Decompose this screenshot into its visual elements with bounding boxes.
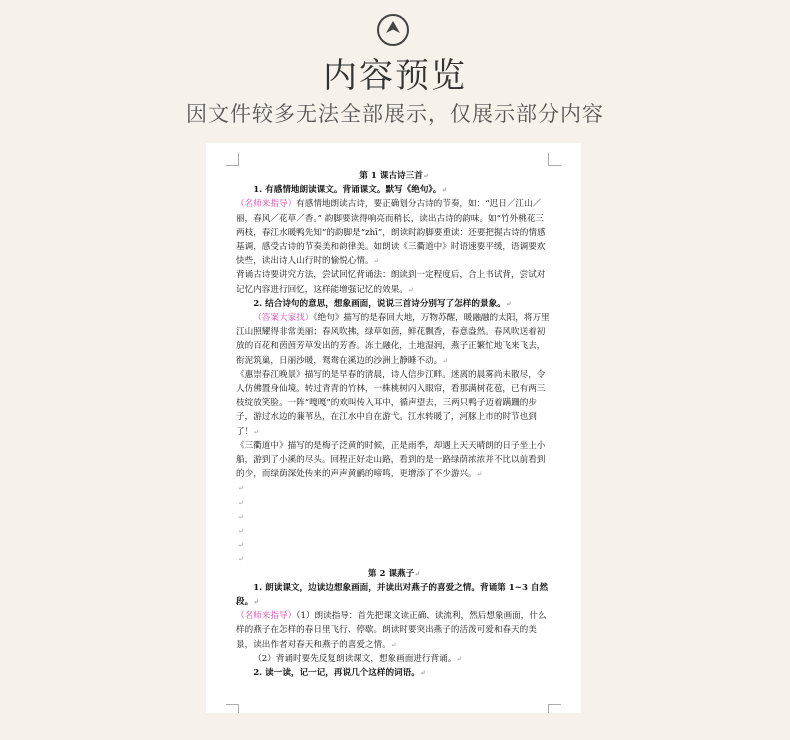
page-corner-mark <box>226 704 239 713</box>
page-corner-mark <box>548 153 561 166</box>
paragraph: 《三衢道中》描写的是梅子泛黄的时候，正是雨季，却遇上天天晴朗的日子坐上小船，游到了小溪的尽头。回程正好走山路，看到的是一路绿荫浓浓并不比以前看到的少，而绿荫深处传来的声声黄鹂的啼鸣，更增添了不少游兴。↵ <box>236 440 546 480</box>
lesson-title: 第 2 课燕子↵ <box>367 568 421 579</box>
empty-line: ↵ <box>238 527 244 536</box>
page-title: 内容预览 <box>323 56 467 96</box>
paragraph: （名师来指导）有感情地朗读古诗，要正确划分古诗的节奏，如：“迟日／江山／丽，春风／花草／香。” 韵脚要读得响亮而稍长，读出古诗的韵味。如“竹外桃花三两枝，春江水暖鸭先知”的韵脚是“zhī”，朗读时韵脚要重读：还要把握古诗的情感基调，感受古诗的节奏美和韵律美。如朗读《三衢道中》时语速要平缓，语调要欢快些，读出诗人山行时的愉悦心情。↵ <box>236 199 546 267</box>
document-content <box>236 169 552 680</box>
paragraph: （2）背诵时要先反复朗读课文，想象画面进行背诵。↵ <box>253 653 463 664</box>
empty-line: ↵ <box>238 498 244 507</box>
lesson-title: 第 1 课古诗三首↵ <box>359 171 429 181</box>
paragraph: 背诵古诗要讲究方法，尝试回忆背诵法：朗读到一定程度后，合上书试背，尝试对记忆内容进行回忆，这样能增强记忆的效果。↵ <box>236 270 546 295</box>
question: 2. 读一读，记一记，再说几个这样的词语。↵ <box>253 668 426 679</box>
page-subtitle: 因文件较多无法全部展示，仅展示部分内容 <box>186 102 604 126</box>
preview-header <box>0 0 790 140</box>
up-arrow-circle-icon <box>377 14 409 46</box>
question: 1. 朗读课文，边读边想象画面，并读出对燕子的喜爱之情。背诵第 1~3 自然段。↵ <box>236 582 549 607</box>
question: 2. 结合诗句的意思，想象画面，说说三首诗分别写了怎样的景象。↵ <box>253 298 512 309</box>
empty-line: ↵ <box>238 484 244 493</box>
page-corner-mark <box>226 153 239 166</box>
answer-tag: （答案大家找） <box>253 313 314 324</box>
empty-line: ↵ <box>238 512 244 521</box>
teacher-tag: （名师来指导） <box>236 611 297 622</box>
paragraph: （名师来指导）（1）朗读指导：首先把课文读正确、读流利，然后想象画面，什么样的燕子在怎样的春日里飞行、停歇。朗读时要突出燕子的活泼可爱和春天的美景，读出作者对春天和燕子的喜爱之情。↵ <box>236 611 547 650</box>
teacher-tag: （名师来指导） <box>236 199 297 210</box>
page-corner-mark <box>548 704 561 713</box>
paragraph: （答案大家找）《绝句》描写的是春回大地，万物苏醒，暖融融的太阳，将万里江山照耀得非常美丽；春风吹拂，绿草如茵，鲜花飘香，春意盎然。春风吹送着初放的百花和茵茵芳草发出的芳香。冻土融化，土地湿润，燕子正繁忙地飞来飞去，衔泥筑巢，日丽沙暖，鸳鸯在溪边的沙洲上静睡不动。↵ <box>236 313 550 366</box>
document-page <box>206 143 581 713</box>
paragraph: 《惠崇春江晚景》描写的是早春的清晨，诗人信步江畔。迷离的晨雾尚未散尽，令人仿佛置身仙境。转过青青的竹林，一株桃树闪入眼帘，看那满树花苞，已有两三枝绽放笑脸。一阵“嘎嘎”的欢叫传入耳中，循声望去，三两只鸭子迈着蹒跚的步子，游过水边的蒹苇丛，在江水中自在游弋。江水转暖了，河豚上市的时节也到了！↵ <box>236 369 546 437</box>
empty-line: ↵ <box>238 555 244 564</box>
empty-line: ↵ <box>238 541 244 550</box>
question: 1. 有感情地朗读课文。背诵课文。默写《绝句》。↵ <box>253 185 448 196</box>
